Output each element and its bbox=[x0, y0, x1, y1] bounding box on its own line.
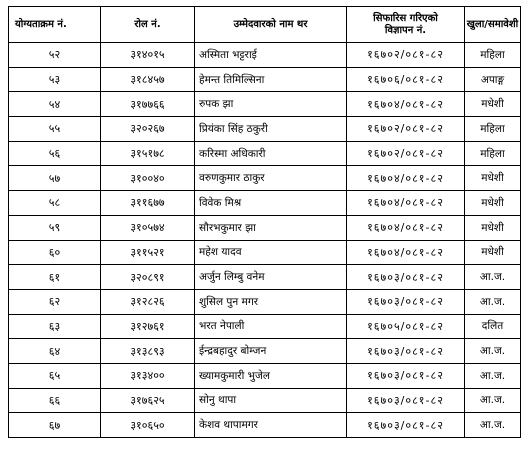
header-advert bbox=[347, 7, 465, 42]
table-row bbox=[9, 290, 520, 315]
cell-roll: ३१७६२५ bbox=[101, 389, 195, 413]
cell-roll: ३१३८९३ bbox=[101, 339, 195, 363]
table-header-row bbox=[9, 7, 520, 43]
table-row bbox=[9, 339, 520, 364]
cell-rank: ६१ bbox=[9, 265, 101, 289]
cell-category: मधेशी bbox=[481, 98, 504, 111]
header-advert-line2: विज्ञापन नं. bbox=[384, 24, 427, 36]
table-row bbox=[9, 191, 520, 216]
cell-rank: ६० bbox=[9, 241, 101, 265]
cell-rank: ६६ bbox=[9, 389, 101, 413]
cell-roll: ३२०२६७ bbox=[101, 117, 195, 141]
cell-advert: १६७०२/०८१-८२ bbox=[347, 43, 465, 67]
cell-category: मधेशी bbox=[481, 196, 504, 209]
cell-roll: ३२०८९१ bbox=[101, 265, 195, 289]
cell-advert: १६७०४/०८१-८२ bbox=[347, 166, 465, 190]
cell-rank: ६४ bbox=[9, 339, 101, 363]
cell-advert: १६७०४/०८१-८२ bbox=[347, 241, 465, 265]
table-row bbox=[9, 315, 520, 340]
cell-roll: ३१०५७४ bbox=[101, 216, 195, 240]
cell-rank: ५२ bbox=[9, 43, 101, 67]
header-roll: रोल नं. bbox=[101, 7, 195, 42]
cell-rank: ६२ bbox=[9, 290, 101, 314]
cell-category: आ.ज. bbox=[479, 295, 506, 308]
cell-category: आ.ज. bbox=[479, 369, 506, 382]
cell-rank: ६५ bbox=[9, 364, 101, 388]
table-row bbox=[9, 166, 520, 191]
cell-roll: ३१५१७८ bbox=[101, 142, 195, 166]
cell-name: प्रियंका सिंह ठकुरी bbox=[195, 117, 347, 141]
cell-name: अर्जुन लिम्बु वनेम bbox=[195, 265, 347, 289]
table-row bbox=[9, 241, 520, 266]
cell-category: मधेशी bbox=[481, 172, 504, 185]
table-row bbox=[9, 43, 520, 68]
results-table bbox=[8, 6, 521, 438]
header-rank: योग्यताक्रम नं. bbox=[9, 7, 101, 42]
cell-rank: ६७ bbox=[9, 413, 101, 437]
cell-roll: ३१२८२६ bbox=[101, 290, 195, 314]
table-row bbox=[9, 413, 520, 437]
cell-advert: १६७०४/०८१-८२ bbox=[347, 191, 465, 215]
cell-category: मधेशी bbox=[481, 246, 504, 259]
cell-roll: ३११६७७ bbox=[101, 191, 195, 215]
table-row bbox=[9, 216, 520, 241]
cell-advert: १६७०३/०८१-८२ bbox=[347, 265, 465, 289]
cell-category: आ.ज. bbox=[479, 419, 506, 432]
cell-name: अस्मिता भट्टराई bbox=[195, 43, 347, 67]
cell-name: करिस्मा अधिकारी bbox=[195, 142, 347, 166]
cell-name: भरत नेपाली bbox=[195, 315, 347, 339]
cell-advert: १६७०३/०८१-८२ bbox=[347, 364, 465, 388]
cell-name: महेश यादव bbox=[195, 241, 347, 265]
cell-name: ईन्द्रबहादुर बोम्जन bbox=[195, 339, 347, 363]
cell-rank: ५६ bbox=[9, 142, 101, 166]
cell-roll: ३१२७६१ bbox=[101, 315, 195, 339]
cell-name: ख्यामकुमारी भुजेल bbox=[195, 364, 347, 388]
header-category: खुला/समावेशी bbox=[466, 18, 519, 30]
table-row bbox=[9, 265, 520, 290]
cell-advert: १६७०२/०८१-८२ bbox=[347, 117, 465, 141]
cell-advert: १६७०२/०८१-८२ bbox=[347, 142, 465, 166]
cell-rank: ५३ bbox=[9, 68, 101, 92]
cell-name: सोनु थापा bbox=[195, 389, 347, 413]
cell-category: दलित bbox=[481, 320, 504, 333]
table-row bbox=[9, 117, 520, 142]
cell-name: सौरभकुमार झा bbox=[195, 216, 347, 240]
cell-rank: ६३ bbox=[9, 315, 101, 339]
cell-advert: १६७०३/०८१-८२ bbox=[347, 290, 465, 314]
cell-roll: ३११५२१ bbox=[101, 241, 195, 265]
cell-advert: १६७०३/०८१-८२ bbox=[347, 413, 465, 437]
cell-category: अपाङ्ग bbox=[480, 73, 505, 86]
table-row bbox=[9, 142, 520, 167]
cell-category: मधेशी bbox=[481, 221, 504, 234]
table-row bbox=[9, 92, 520, 117]
cell-category: महिला bbox=[480, 147, 505, 160]
cell-name: शुसिल पुन मगर bbox=[195, 290, 347, 314]
cell-advert: १६७०४/०८१-८२ bbox=[347, 216, 465, 240]
cell-category: आ.ज. bbox=[479, 394, 506, 407]
cell-name: हेमन्त तिमिल्सिना bbox=[195, 68, 347, 92]
cell-roll: ३१७७६६ bbox=[101, 92, 195, 116]
cell-roll: ३१३४०० bbox=[101, 364, 195, 388]
cell-roll: ३१००४० bbox=[101, 166, 195, 190]
cell-advert: १६७०४/०८१-८२ bbox=[347, 92, 465, 116]
cell-rank: ५४ bbox=[9, 92, 101, 116]
header-advert-line1: सिफारिस गरिएको bbox=[373, 12, 438, 24]
cell-advert: १६७०६/०८१-८२ bbox=[347, 68, 465, 92]
cell-name: विवेक मिश्र bbox=[195, 191, 347, 215]
cell-name: केशव थापामगर bbox=[195, 413, 347, 437]
cell-rank: ५७ bbox=[9, 166, 101, 190]
table-row bbox=[9, 364, 520, 389]
cell-roll: ३१०६५० bbox=[101, 413, 195, 437]
cell-rank: ५८ bbox=[9, 191, 101, 215]
cell-rank: ५९ bbox=[9, 216, 101, 240]
table-row bbox=[9, 68, 520, 93]
header-name: उम्मेदवारको नाम थर bbox=[195, 7, 347, 42]
table-row bbox=[9, 389, 520, 414]
cell-category: महिला bbox=[480, 48, 505, 61]
cell-advert: १६७०३/०८१-८२ bbox=[347, 339, 465, 363]
cell-roll: ३१४०१५ bbox=[101, 43, 195, 67]
cell-category: महिला bbox=[480, 122, 505, 135]
cell-rank: ५५ bbox=[9, 117, 101, 141]
cell-advert: १६७०३/०८१-८२ bbox=[347, 389, 465, 413]
cell-roll: ३१८४५७ bbox=[101, 68, 195, 92]
cell-category: आ.ज. bbox=[479, 271, 506, 284]
header-advert-text bbox=[373, 13, 438, 37]
cell-name: वरुणकुमार ठाकुर bbox=[195, 166, 347, 190]
cell-advert: १६७०५/०८१-८२ bbox=[347, 315, 465, 339]
cell-category: आ.ज. bbox=[479, 345, 506, 358]
cell-name: रुपक झा bbox=[195, 92, 347, 116]
